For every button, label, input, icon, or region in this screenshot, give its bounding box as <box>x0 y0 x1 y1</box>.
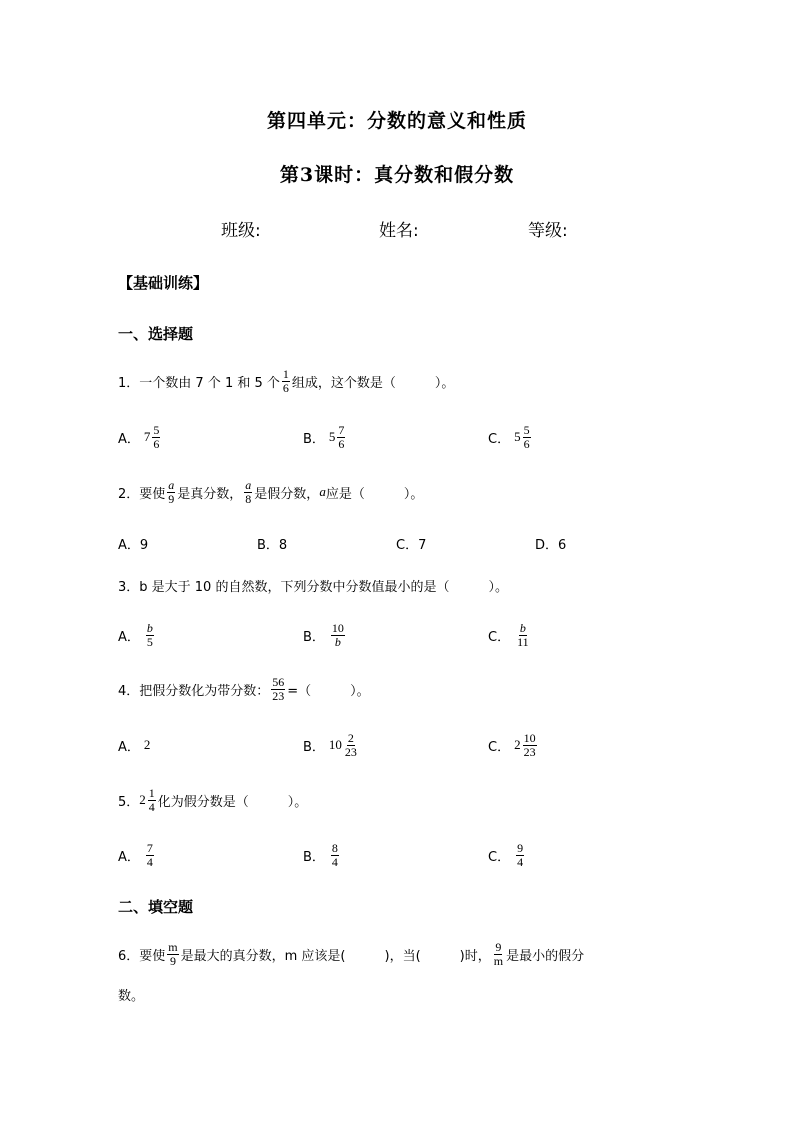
numerator: a <box>168 477 175 492</box>
numerator: 7 <box>338 422 345 437</box>
whole-part: 5 <box>328 429 336 444</box>
numerator: m <box>168 939 178 954</box>
q2-option-a: A．9 <box>118 538 149 553</box>
denominator: 4 <box>146 854 153 869</box>
option-label: A． <box>118 849 140 865</box>
denominator: 5 <box>146 634 153 649</box>
denominator: 11 <box>517 634 529 649</box>
fraction <box>523 424 531 451</box>
page-title: 第四单元：分数的意义和性质 <box>266 110 527 132</box>
option-label: B． <box>303 629 325 645</box>
q5-option-c <box>488 838 526 872</box>
q5-text-b: 化为假分数是（ ）。 <box>157 794 308 810</box>
q3-option-b <box>303 618 347 652</box>
whole-part: 2 <box>139 792 146 807</box>
mixed-number <box>514 424 533 451</box>
question-1 <box>118 364 454 398</box>
q5-text-a: 5． <box>118 794 140 810</box>
option-label: C． <box>488 849 511 865</box>
denominator: b <box>334 634 341 649</box>
fraction <box>148 787 156 814</box>
mixed-number <box>329 732 360 759</box>
numerator: 10 <box>523 730 536 745</box>
numerator: 56 <box>272 674 285 689</box>
question-3: 3．b 是大于 10 的自然数，下列分数中分数值最小的是（ ）。 <box>118 580 508 595</box>
option-value: 2 <box>143 737 151 752</box>
q3-option-c <box>488 618 532 652</box>
q1-option-a <box>118 420 162 454</box>
section-fill-blank: 二、填空题 <box>118 898 194 916</box>
fraction <box>523 732 537 759</box>
question-5 <box>118 783 307 817</box>
q2-text-d: 应是（ ）。 <box>325 486 424 502</box>
q1-text-b: 组成，这个数是（ ）。 <box>291 375 455 391</box>
numerator: b <box>146 620 153 635</box>
numerator: 2 <box>347 730 354 745</box>
denominator: 6 <box>523 436 530 451</box>
numerator: 9 <box>517 840 524 855</box>
q4-text-b: =（ ）。 <box>287 683 370 699</box>
denominator: 6 <box>338 436 345 451</box>
q4-fraction <box>271 676 285 703</box>
q5-option-a <box>118 838 156 872</box>
q1-fraction-num: 1 <box>282 366 289 381</box>
q6-text-c: 是最小的假分 <box>506 948 585 964</box>
q1-fraction-den: 6 <box>282 380 289 395</box>
section-choice: 一、选择题 <box>118 325 194 343</box>
denominator: 9 <box>168 491 175 506</box>
numerator: 8 <box>331 840 338 855</box>
question-4 <box>118 672 370 706</box>
question-2 <box>118 475 423 509</box>
denominator: 8 <box>245 491 252 506</box>
class-label: 班级: <box>221 221 261 241</box>
whole-part: 10 <box>328 737 342 752</box>
denominator: m <box>493 953 504 968</box>
q2-option-b: B．8 <box>257 538 288 553</box>
q4-option-c <box>488 728 539 762</box>
whole-part: 7 <box>143 429 151 444</box>
q6-fraction-1 <box>167 941 178 968</box>
mixed-number <box>514 732 539 759</box>
fraction <box>331 842 339 869</box>
option-label: A． <box>118 629 140 645</box>
q6-fraction-2 <box>493 941 504 968</box>
q2-fraction-1 <box>167 479 175 506</box>
q1-option-c <box>488 420 533 454</box>
denominator: 23 <box>344 744 357 759</box>
q1-fraction <box>282 368 290 395</box>
option-label: C． <box>488 739 511 755</box>
numerator: a <box>245 477 252 492</box>
q5-option-b <box>303 838 341 872</box>
denominator: 4 <box>517 854 524 869</box>
option-label: C． <box>488 629 511 645</box>
fraction <box>516 842 524 869</box>
whole-part: 2 <box>514 737 521 752</box>
q1-text-a: 1．一个数由 7 个 1 和 5 个 <box>118 375 280 391</box>
numerator: 10 <box>331 620 344 635</box>
q1-option-b <box>303 420 347 454</box>
numerator: b <box>519 620 526 635</box>
option-label: B． <box>303 431 325 447</box>
lesson-title: 第3课时：真分数和假分数 <box>279 164 515 186</box>
q6-text-b: 是最大的真分数，m 应该是( )，当( )时， <box>180 948 491 964</box>
numerator: 7 <box>146 840 153 855</box>
denominator: 4 <box>148 799 155 814</box>
q6-text-d: 数。 <box>118 989 145 1004</box>
q3-option-a <box>118 618 156 652</box>
q4-option-b <box>303 728 360 762</box>
numerator: 1 <box>148 785 155 800</box>
mixed-number <box>144 424 163 451</box>
q2-text-b: 是真分数， <box>177 486 243 502</box>
whole-part: 5 <box>514 429 521 444</box>
q2-variable: a <box>319 484 326 499</box>
fraction <box>152 424 160 451</box>
numerator: 9 <box>495 939 502 954</box>
fraction <box>337 424 345 451</box>
name-label: 姓名: <box>379 221 419 241</box>
option-label: A． <box>118 431 140 447</box>
fraction <box>331 622 345 649</box>
denominator: 6 <box>153 436 160 451</box>
option-label: A． <box>118 739 140 755</box>
question-6 <box>118 937 584 971</box>
numerator: 5 <box>153 422 160 437</box>
denominator: 4 <box>331 854 338 869</box>
q2-text-c: 是假分数， <box>254 486 320 502</box>
q4-text-a: 4．把假分数化为带分数： <box>118 683 270 699</box>
denominator: 23 <box>272 688 285 703</box>
grade-label: 等级: <box>528 221 568 241</box>
denominator: 23 <box>523 744 536 759</box>
q6-text-a: 6．要使 <box>118 948 166 964</box>
fraction <box>344 732 358 759</box>
fraction <box>516 622 530 649</box>
option-label: B． <box>303 739 325 755</box>
denominator: 9 <box>169 953 176 968</box>
numerator: 5 <box>523 422 530 437</box>
q2-option-c: C．7 <box>396 538 427 553</box>
q2-fraction-2 <box>244 479 252 506</box>
q2-text-a: 2．要使 <box>118 486 166 502</box>
q2-option-d: D．6 <box>535 538 567 553</box>
fraction <box>146 842 154 869</box>
q4-option-a <box>118 728 150 762</box>
option-label: B． <box>303 849 325 865</box>
fraction <box>146 622 154 649</box>
mixed-number <box>329 424 348 451</box>
section-basic-training: 【基础训练】 <box>118 274 209 292</box>
mixed-number <box>139 787 158 814</box>
option-label: C． <box>488 431 511 447</box>
